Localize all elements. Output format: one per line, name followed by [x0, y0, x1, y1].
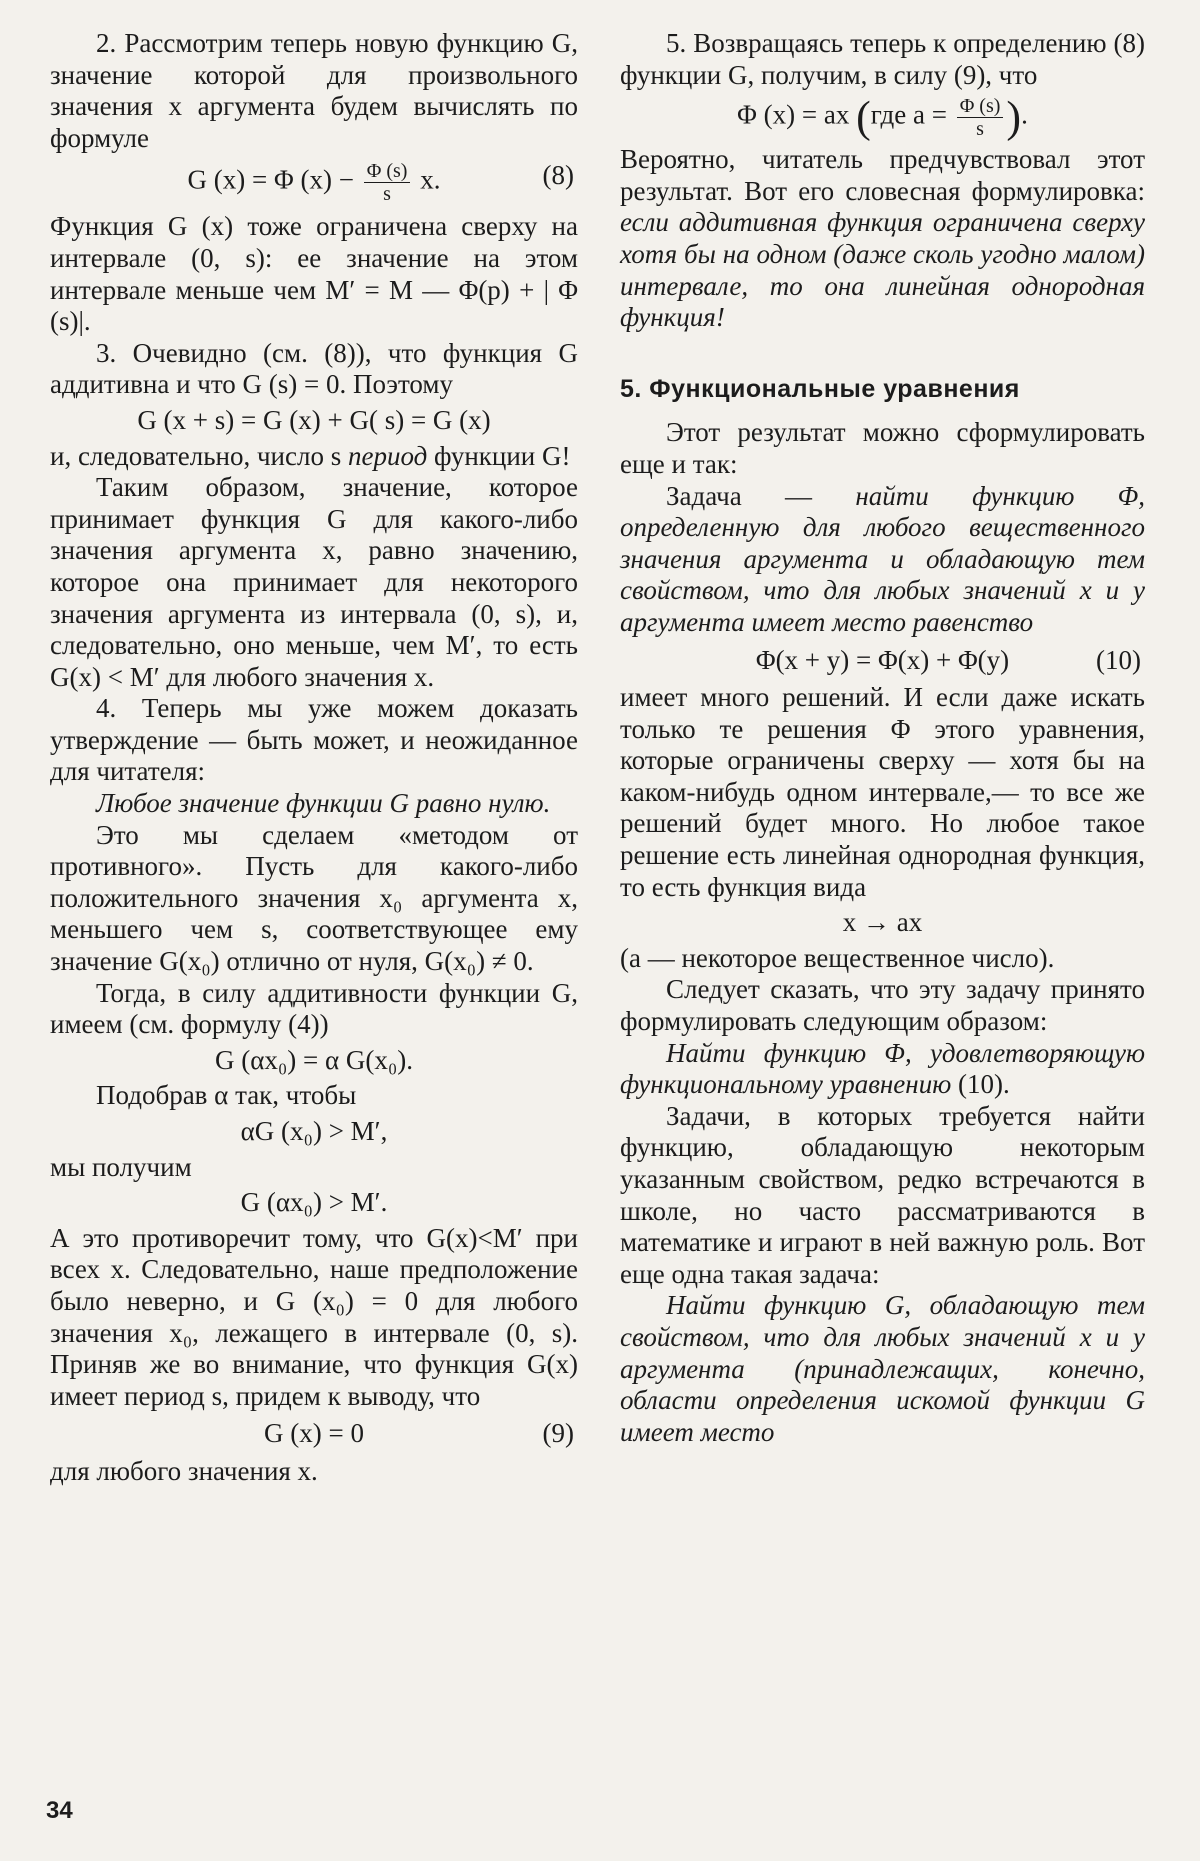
fraction [957, 95, 1004, 140]
paragraph: А это противоречит тому, что G(x)<M′ при всех x. Следовательно, наше предположение было неверно, и G (x₀) = 0 для любого значения x₀, лежащего в интервале (0, s). Приняв же во внимание, что функция G(x) имеет период s, придем к выводу, что [50, 1222, 578, 1411]
text-run: Вероятно, читатель предчувствовал этот результат. Вот его словесная формулировка: [620, 144, 1145, 206]
paragraph: Задачи, в которых требуется найти функцию, обладающую некоторым указанным свойством, редко встречаются в школе, но часто рассматриваются в математике и играют в ней важную роль. Вот еще одна такая задача: [620, 1100, 1145, 1289]
paragraph: Тогда, в силу аддитивности функции G, имеем (см. формулу (4)) [50, 977, 578, 1040]
emphasis-text: Найти функцию Φ, удовлетворяющую функциональному уравнению [620, 1037, 1145, 1100]
text-run: функции G! [427, 440, 571, 471]
paragraph [620, 1038, 1145, 1101]
equation-map: x → ax [842, 907, 923, 938]
fraction-denominator: s [383, 183, 391, 206]
paragraph: Это мы сделаем «методом от противного». Пусть для какого-либо положительного значения x₀ аргумента x, меньшего чем s, соответствующее ему значение G(x₀) отлично от нуля, G(x₀) ≠ 0. [50, 819, 578, 977]
text-run: и, следовательно, число s [50, 440, 348, 471]
paragraph: имеет много решений. И если даже искать только те решения Φ этого уравнения, которые ограничены сверху — хотя бы на каком-нибудь одном интервале,— то все же решений будет много. Но любое такое решение есть линейная однородная функция, то есть функция вида [620, 682, 1145, 902]
emphasis-text: если аддитивная функция ограничена сверху хотя бы на одном (даже сколь угодно малом) интервале, то она линейная однородная функция! [620, 207, 1145, 333]
paragraph [50, 441, 578, 473]
equation-lhs: Φ (x) = ax [737, 99, 850, 130]
equation-where: где a = [870, 99, 947, 130]
paragraph: (a — некоторое вещественное число). [620, 942, 1055, 973]
paragraph: Таким образом, значение, которое принимает функция G для какого-либо значения аргумента x, равно значению, которое она принимает для некоторого значения аргумента из интервала (0, s), и, следовательно, оно меньше, чем M′, то есть G(x) < M′ для любого значения x. [50, 472, 578, 692]
equation-10 [620, 645, 1145, 677]
equation-number: (10) [1096, 644, 1141, 675]
section-heading: 5. Функциональные уравнения [620, 374, 1020, 403]
paragraph: для любого значения x. [50, 1455, 318, 1486]
paragraph [620, 481, 1145, 639]
text-run: Задача — [666, 480, 856, 511]
equation-period: G (x + s) = G (x) + G( s) = G (x) [137, 404, 491, 435]
paragraph: Этот результат можно сформулировать еще и так: [620, 417, 1145, 479]
paragraph: Функция G (x) тоже ограничена сверху на интервале (0, s): ее значение на этом интервале меньше чем M′ = M — Φ(p) + | Φ (s)|. [50, 211, 578, 337]
fraction [364, 160, 411, 205]
equation-rhs: x. [420, 165, 441, 196]
text-run: (10). [951, 1069, 1010, 1100]
equation-number: (8) [542, 160, 574, 191]
left-paren-glyph: ( [856, 92, 871, 142]
equation-8 [50, 160, 578, 205]
right-column [620, 28, 1145, 1448]
emphasis-paragraph: Найти функцию G, обладающую тем свойством, что для любых значений x и y аргумента (принадлежащих, конечно, области определения искомой функции G имеет место [620, 1290, 1145, 1447]
equation-9 [50, 1418, 578, 1450]
fraction-numerator: Φ (s) [957, 95, 1004, 118]
emphasis-text: найти функцию Φ, определенную для любого вещественного значения аргумента и обладающую тем свойством, что для любых значений x и y аргумента имеет место равенство [620, 480, 1146, 637]
page-number: 34 [46, 1797, 73, 1824]
equation-end: . [1021, 99, 1028, 130]
paragraph: мы получим [50, 1151, 192, 1182]
left-column [50, 28, 578, 1488]
emphasis-paragraph: Любое значение функции G равно нулю. [96, 788, 551, 819]
emphasis-text: период [347, 440, 428, 471]
equation-alpha: G (αx₀) = α G(x₀). [214, 1044, 414, 1075]
fraction-numerator: Φ (s) [364, 160, 411, 183]
equation-number: (9) [542, 1418, 574, 1449]
paragraph: Подобрав α так, чтобы [96, 1080, 357, 1111]
paragraph: Следует сказать, что эту задачу принято формулировать следующим образом: [620, 974, 1145, 1037]
equation-expression: Φ(x + y) = Φ(x) + Φ(y) [755, 644, 1010, 675]
fraction-denominator: s [976, 118, 984, 141]
paragraph: 5. Возвращаясь теперь к определению (8) функции G, получим, в силу (9), что [620, 28, 1145, 90]
right-paren-glyph: ) [1006, 92, 1022, 142]
equation-choose: αG (x₀) > M′, [240, 1116, 388, 1146]
paragraph: 3. Очевидно (см. (8)), что функция G аддитивна и что G (s) = 0. Поэтому [50, 337, 578, 400]
equation-get: G (αx₀) > M′. [240, 1187, 388, 1218]
paragraph: 4. Теперь мы уже можем доказать утверждение — быть может, и неожиданное для читателя: [50, 693, 578, 787]
paragraph [620, 144, 1145, 334]
equation-expression: G (x) = 0 [264, 1418, 364, 1449]
equation-result [620, 92, 1145, 142]
equation-lhs: G (x) = Φ (x) − [187, 165, 354, 196]
paragraph: 2. Рассмотрим теперь новую функцию G, значение которой для произвольного значения x аргумента будем вычислять по формуле [50, 28, 578, 153]
